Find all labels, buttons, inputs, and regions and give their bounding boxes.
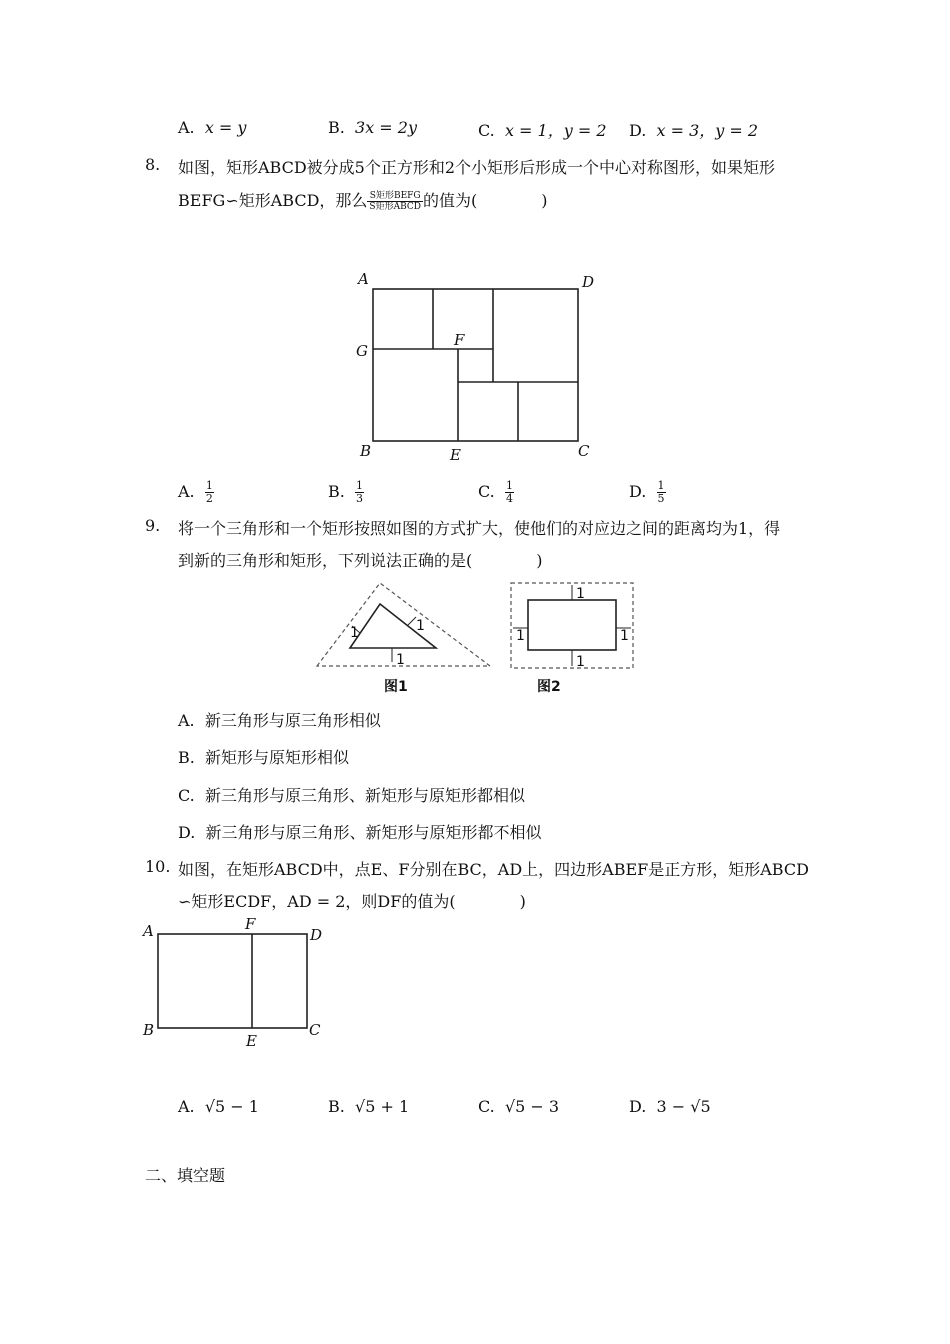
q8-option-c-fraction: $\frac{1}{4}$ xyxy=(505,479,513,505)
q10-label-f: F xyxy=(245,915,256,933)
q10-rect-abcd xyxy=(158,934,307,1028)
q8-label-c: C xyxy=(578,442,590,460)
q9-fig2-dist-right: 1 xyxy=(620,628,629,644)
q9-option-d[interactable]: D. 新三角形与原三角形、新矩形与原矩形都不相似 xyxy=(178,823,542,842)
q10-figure xyxy=(138,915,333,1055)
q9-inner-rect xyxy=(528,600,616,650)
q8-label-b: B xyxy=(360,442,372,460)
q8-label-d: D xyxy=(582,273,595,291)
q9-stem-line2: 到新的三角形和矩形，下列说法正确的是( ) xyxy=(178,551,543,570)
q10-option-d[interactable]: D. 3 − √5 xyxy=(629,1097,711,1116)
q9-number: 9. xyxy=(145,516,161,535)
q9-fig2-dist-top: 1 xyxy=(576,586,585,602)
q8-option-a-fraction: $\frac{1}{2}$ xyxy=(205,479,213,505)
q7-option-a[interactable]: A. x = y xyxy=(178,118,247,137)
q10-label-a: A xyxy=(143,922,154,940)
q9-fig1-dist-left: 1 xyxy=(350,625,359,641)
q8-stem-line2: BEFG∽矩形ABCD，那么 $\frac{\text{S矩形BEFG}}{\text{S矩形ABCD}}$ 的值为( ) xyxy=(178,191,548,212)
q9-fig1-dist-bottom: 1 xyxy=(396,652,405,668)
q9-option-c[interactable]: C. 新三角形与原三角形、新矩形与原矩形都相似 xyxy=(178,786,525,805)
q8-option-a[interactable]: A. $\frac{1}{2}$ xyxy=(178,479,213,505)
q7-option-c[interactable]: C. x = 1，y = 2 xyxy=(478,121,607,140)
q8-label-a: A xyxy=(358,270,369,288)
q8-label-g: G xyxy=(356,342,368,360)
q9-fig1-dist-right: 1 xyxy=(416,618,425,634)
q10-option-a[interactable]: A. √5 − 1 xyxy=(178,1097,259,1116)
q10-number: 10. xyxy=(145,857,171,876)
q9-fig1-caption: 图1 xyxy=(384,679,408,695)
q8-rect-abcd xyxy=(373,289,578,441)
q10-label-c: C xyxy=(309,1021,321,1039)
q7-option-d[interactable]: D. x = 3，y = 2 xyxy=(629,121,759,140)
q8-option-b[interactable]: B. $\frac{1}{3}$ xyxy=(328,479,364,505)
q8-stem-line1: 如图，矩形ABCD被分成5个正方形和2个小矩形后形成一个中心对称图形，如果矩形 xyxy=(178,158,776,177)
q9-stem-line1: 将一个三角形和一个矩形按照如图的方式扩大，使他们的对应边之间的距离均为1，得 xyxy=(178,519,781,538)
q8-option-b-fraction: $\frac{1}{3}$ xyxy=(356,479,364,505)
q9-fig2-dist-bottom: 1 xyxy=(576,654,585,670)
q7-option-b[interactable]: B. 3x = 2y xyxy=(328,118,418,137)
section-heading: 二、填空题 xyxy=(145,1166,226,1185)
q8-option-c[interactable]: C. $\frac{1}{4}$ xyxy=(478,479,513,505)
q9-fig1-arrow-right xyxy=(408,617,416,625)
q9-figure-2 xyxy=(505,578,640,698)
q8-option-d[interactable]: D. $\frac{1}{5}$ xyxy=(629,479,665,505)
q8-label-e: E xyxy=(450,446,461,464)
q9-fig2-caption: 图2 xyxy=(537,679,561,695)
q10-stem-line2: ∽矩形ECDF，AD = 2，则DF的值为( ) xyxy=(178,892,526,911)
q10-label-e: E xyxy=(246,1032,257,1050)
q10-stem-line1: 如图，在矩形ABCD中，点E、F分别在BC，AD上，四边形ABEF是正方形，矩形ABCD xyxy=(178,860,809,879)
q10-label-b: B xyxy=(143,1021,155,1039)
q8-number: 8. xyxy=(145,155,161,174)
q9-option-b[interactable]: B. 新矩形与原矩形相似 xyxy=(178,748,350,767)
q9-fig2-dist-left: 1 xyxy=(516,628,525,644)
q9-option-a[interactable]: A. 新三角形与原三角形相似 xyxy=(178,711,381,730)
q8-figure xyxy=(350,268,600,468)
q9-figure-1 xyxy=(312,578,497,698)
q8-area-ratio: $\frac{\text{S矩形BEFG}}{\text{S矩形ABCD}}$ xyxy=(369,191,421,212)
q8-option-d-fraction: $\frac{1}{5}$ xyxy=(657,479,665,505)
q8-label-f: F xyxy=(454,331,465,349)
q10-option-c[interactable]: C. √5 − 3 xyxy=(478,1097,560,1116)
q10-option-b[interactable]: B. √5 + 1 xyxy=(328,1097,410,1116)
q10-label-d: D xyxy=(310,926,323,944)
